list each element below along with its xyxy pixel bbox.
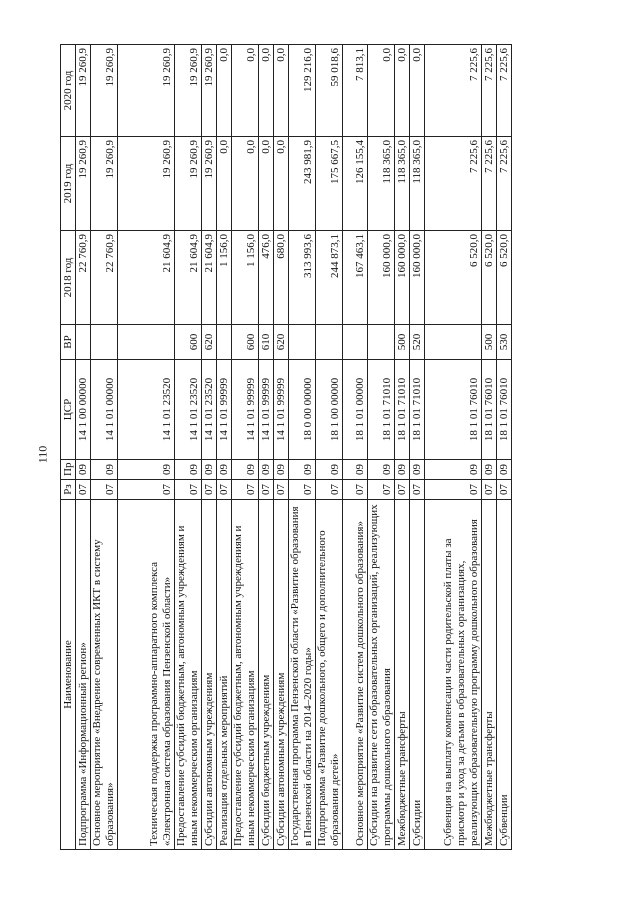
cell-pr: 09 (232, 460, 259, 480)
cell-rz: 07 (274, 480, 289, 500)
cell-rz: 07 (343, 480, 368, 500)
cell-csr: 14 1 01 00000 (91, 360, 118, 460)
budget-table (60, 44, 512, 850)
cell-2018: 160 000,0 (368, 231, 395, 325)
cell-rz: 07 (217, 480, 232, 500)
cell-2018: 160 000,0 (395, 231, 410, 325)
cell-name: Субсидии бюджетным учреждениям (259, 500, 274, 850)
cell-2019: 126 155,4 (343, 137, 368, 231)
cell-csr: 18 1 01 00000 (343, 360, 368, 460)
cell-2019: 0,0 (259, 137, 274, 231)
rotated-table-container (60, 45, 620, 850)
cell-vr: 610 (259, 325, 274, 360)
cell-rz: 07 (202, 480, 217, 500)
cell-name: Субсидии (410, 500, 425, 850)
cell-2020: 19 260,9 (175, 45, 202, 137)
cell-2018: 6 520,0 (482, 231, 497, 325)
table-row (274, 45, 289, 850)
cell-rz: 07 (76, 480, 91, 500)
cell-pr: 09 (202, 460, 217, 480)
cell-rz: 07 (368, 480, 395, 500)
cell-rz: 07 (497, 480, 512, 500)
cell-vr (343, 325, 368, 360)
cell-vr: 620 (202, 325, 217, 360)
cell-2018: 21 604,9 (118, 231, 175, 325)
cell-rz: 07 (175, 480, 202, 500)
cell-2019: 0,0 (232, 137, 259, 231)
cell-csr: 14 1 01 99999 (259, 360, 274, 460)
table-row (217, 45, 232, 850)
cell-vr (217, 325, 232, 360)
cell-csr: 14 1 01 99999 (217, 360, 232, 460)
cell-vr: 500 (395, 325, 410, 360)
cell-pr: 09 (316, 460, 343, 480)
cell-csr: 18 1 01 76010 (497, 360, 512, 460)
cell-2020: 19 260,9 (118, 45, 175, 137)
cell-name: Субсидии автономным учреждениям (274, 500, 289, 850)
cell-name: Субвенция на выплату компенсации части родительской платы за присмотр и уход за детьми в образовательных организациях, реализующих образовательную программу дошкольного образования (425, 500, 482, 850)
cell-2018: 22 760,9 (76, 231, 91, 325)
cell-vr: 520 (410, 325, 425, 360)
cell-2018: 244 873,1 (316, 231, 343, 325)
cell-csr: 18 1 01 71010 (410, 360, 425, 460)
header-vr: ВР (61, 325, 76, 360)
cell-2020: 0,0 (395, 45, 410, 137)
cell-2019: 19 260,9 (175, 137, 202, 231)
cell-pr: 09 (217, 460, 232, 480)
cell-rz: 07 (316, 480, 343, 500)
cell-csr: 18 1 01 71010 (395, 360, 410, 460)
cell-vr (368, 325, 395, 360)
cell-rz: 07 (118, 480, 175, 500)
cell-2018: 21 604,9 (202, 231, 217, 325)
cell-pr: 09 (289, 460, 316, 480)
cell-name: Субсидии на развитие сети образовательных организаций, реализующих программы дошкольного образования (368, 500, 395, 850)
cell-2018: 476,0 (259, 231, 274, 325)
cell-2018: 6 520,0 (425, 231, 482, 325)
cell-csr: 18 1 01 76010 (482, 360, 497, 460)
header-rz: Рз (61, 480, 76, 500)
cell-vr: 600 (232, 325, 259, 360)
header-pr: Пр (61, 460, 76, 480)
cell-rz: 07 (482, 480, 497, 500)
cell-2020: 7 225,6 (497, 45, 512, 137)
cell-2020: 0,0 (274, 45, 289, 137)
cell-2020: 0,0 (259, 45, 274, 137)
table-row (91, 45, 118, 850)
cell-2018: 160 000,0 (410, 231, 425, 325)
cell-rz: 07 (425, 480, 482, 500)
cell-vr (91, 325, 118, 360)
cell-vr (118, 325, 175, 360)
cell-pr: 09 (410, 460, 425, 480)
table-row (316, 45, 343, 850)
cell-2019: 7 225,6 (482, 137, 497, 231)
cell-vr: 620 (274, 325, 289, 360)
cell-2020: 19 260,9 (91, 45, 118, 137)
cell-2018: 21 604,9 (175, 231, 202, 325)
cell-vr (316, 325, 343, 360)
cell-rz: 07 (232, 480, 259, 500)
cell-2019: 19 260,9 (76, 137, 91, 231)
table-row (410, 45, 425, 850)
cell-name: Основное мероприятие «Развитие систем дошкольного образования» (343, 500, 368, 850)
cell-csr: 14 1 01 23520 (118, 360, 175, 460)
cell-csr: 14 1 01 23520 (202, 360, 217, 460)
header-name: Наименование (61, 500, 76, 850)
cell-name: Техническая поддержка программно-аппаратного комплекса «Электронная система образования Пензенской области» (118, 500, 175, 850)
header-2018: 2018 год (61, 231, 76, 325)
cell-pr: 09 (395, 460, 410, 480)
cell-2020: 7 813,1 (343, 45, 368, 137)
cell-2019: 19 260,9 (91, 137, 118, 231)
table-row (482, 45, 497, 850)
cell-vr: 530 (497, 325, 512, 360)
table-row (118, 45, 175, 850)
cell-2019: 175 667,5 (316, 137, 343, 231)
cell-csr: 18 1 00 00000 (316, 360, 343, 460)
cell-pr: 09 (118, 460, 175, 480)
header-2020: 2020 год (61, 45, 76, 137)
cell-2018: 313 993,6 (289, 231, 316, 325)
cell-2019: 19 260,9 (202, 137, 217, 231)
cell-2020: 19 260,9 (76, 45, 91, 137)
cell-2019: 243 981,9 (289, 137, 316, 231)
table-row (343, 45, 368, 850)
table-row (289, 45, 316, 850)
cell-vr (289, 325, 316, 360)
cell-rz: 07 (395, 480, 410, 500)
table-body (76, 45, 512, 850)
cell-2018: 167 463,1 (343, 231, 368, 325)
cell-name: Межбюджетные трансферты (482, 500, 497, 850)
cell-csr: 14 1 01 23520 (175, 360, 202, 460)
cell-2018: 22 760,9 (91, 231, 118, 325)
table-row (175, 45, 202, 850)
cell-csr: 18 1 01 71010 (368, 360, 395, 460)
table-row (232, 45, 259, 850)
table-row (425, 45, 482, 850)
cell-csr: 14 1 00 00000 (76, 360, 91, 460)
page-number: 110 (35, 445, 50, 464)
cell-2020: 0,0 (217, 45, 232, 137)
cell-csr: 14 1 01 99999 (274, 360, 289, 460)
table-row (497, 45, 512, 850)
cell-name: Субсидии автономным учреждениям (202, 500, 217, 850)
cell-name: Государственная программа Пензенской области «Развитие образования в Пензенской области на 2014–2020 годы» (289, 500, 316, 850)
cell-name: Подпрограмма «Информационный регион» (76, 500, 91, 850)
cell-2019: 0,0 (217, 137, 232, 231)
cell-pr: 09 (497, 460, 512, 480)
cell-name: Предоставление субсидий бюджетным, автономным учреждениям и иным некоммерческим организациям (232, 500, 259, 850)
cell-name: Субвенции (497, 500, 512, 850)
cell-pr: 09 (259, 460, 274, 480)
cell-2019: 118 365,0 (395, 137, 410, 231)
table-row (259, 45, 274, 850)
cell-2019: 7 225,6 (425, 137, 482, 231)
cell-rz: 07 (410, 480, 425, 500)
table-header-row (61, 45, 76, 850)
cell-name: Основное мероприятие «Внедрение современных ИКТ в систему образования» (91, 500, 118, 850)
cell-2020: 19 260,9 (202, 45, 217, 137)
cell-vr (425, 325, 482, 360)
cell-pr: 09 (425, 460, 482, 480)
cell-name: Предоставление субсидий бюджетным, автономным учреждениям и иным некоммерческим организациям (175, 500, 202, 850)
cell-vr: 600 (175, 325, 202, 360)
cell-pr: 09 (175, 460, 202, 480)
cell-2020: 0,0 (410, 45, 425, 137)
cell-name: Реализация отдельных мероприятий (217, 500, 232, 850)
table-row (395, 45, 410, 850)
header-2019: 2019 год (61, 137, 76, 231)
cell-2019: 118 365,0 (368, 137, 395, 231)
cell-pr: 09 (76, 460, 91, 480)
header-csr: ЦСР (61, 360, 76, 460)
cell-rz: 07 (91, 480, 118, 500)
table-row (368, 45, 395, 850)
cell-pr: 09 (91, 460, 118, 480)
cell-name: Межбюджетные трансферты (395, 500, 410, 850)
cell-pr: 09 (368, 460, 395, 480)
cell-rz: 07 (259, 480, 274, 500)
cell-csr: 18 1 01 76010 (425, 360, 482, 460)
cell-2020: 129 216,0 (289, 45, 316, 137)
cell-pr: 09 (482, 460, 497, 480)
table-row (202, 45, 217, 850)
cell-vr (76, 325, 91, 360)
table-row (76, 45, 91, 850)
cell-pr: 09 (343, 460, 368, 480)
cell-2019: 19 260,9 (118, 137, 175, 231)
cell-pr: 09 (274, 460, 289, 480)
cell-rz: 07 (289, 480, 316, 500)
cell-2019: 7 225,6 (497, 137, 512, 231)
cell-vr: 500 (482, 325, 497, 360)
cell-2018: 1 156,0 (232, 231, 259, 325)
cell-2019: 0,0 (274, 137, 289, 231)
cell-csr: 14 1 01 99999 (232, 360, 259, 460)
cell-name: Подпрограмма «Развитие дошкольного, общего и дополнительного образования детей» (316, 500, 343, 850)
cell-2020: 59 018,6 (316, 45, 343, 137)
cell-2020: 7 225,6 (425, 45, 482, 137)
cell-csr: 18 0 00 00000 (289, 360, 316, 460)
cell-2020: 0,0 (232, 45, 259, 137)
cell-2018: 6 520,0 (497, 231, 512, 325)
cell-2018: 680,0 (274, 231, 289, 325)
cell-2019: 118 365,0 (410, 137, 425, 231)
cell-2020: 7 225,6 (482, 45, 497, 137)
cell-2018: 1 156,0 (217, 231, 232, 325)
cell-2020: 0,0 (368, 45, 395, 137)
